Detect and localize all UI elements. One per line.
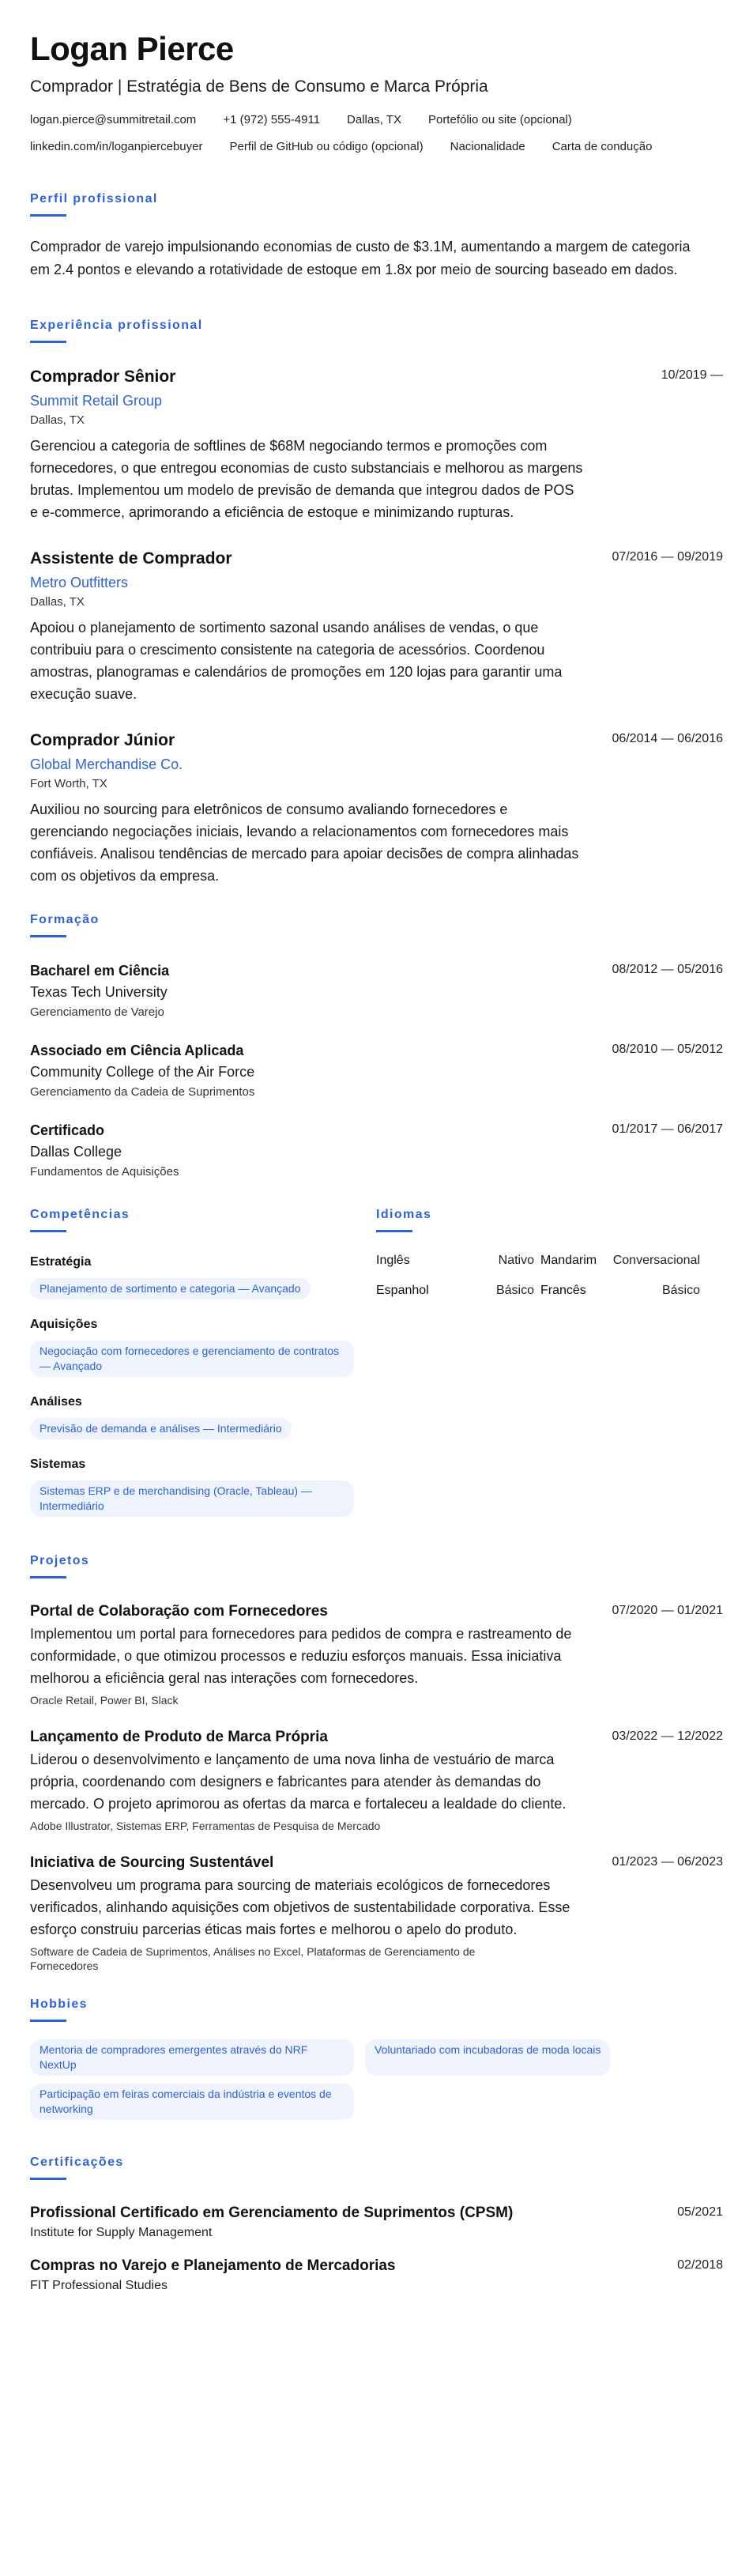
hobbies-section	[30, 1997, 723, 2120]
project-description: Liderou o desenvolvimento e lançamento de uma nova linha de vestuário de marca própria, coordenando com designers e fabricantes para atender às demandas do mercado. O projeto aprimorou as ofertas da marca e fortaleceu a lealdade do cliente.	[30, 1752, 567, 1812]
education-dates: 08/2010 — 05/2012	[612, 1043, 723, 1056]
language-name: Francês	[540, 1284, 586, 1297]
contact-portfolio[interactable]: Portefólio ou site (opcional)	[427, 113, 572, 126]
education-dates: 08/2012 — 05/2016	[612, 963, 723, 976]
language-level: Nativo	[498, 1254, 534, 1267]
hobby-tag: Voluntariado com incubadoras de moda locais	[365, 2039, 610, 2076]
section-divider	[30, 2178, 66, 2180]
section-divider	[30, 1230, 66, 1232]
section-title: Idiomas	[376, 1208, 432, 1221]
certification-date: 05/2021	[677, 2205, 723, 2219]
company-name: Summit Retail Group	[30, 393, 163, 409]
project-dates: 03/2022 — 12/2022	[612, 1729, 723, 1743]
certification-date: 02/2018	[677, 2258, 723, 2272]
project-dates: 07/2020 — 01/2021	[612, 1604, 723, 1617]
skill-category: Estratégia	[30, 1255, 92, 1269]
education-dates: 01/2017 — 06/2017	[612, 1122, 723, 1136]
degree: Certificado	[30, 1122, 105, 1138]
experience-list	[30, 367, 723, 887]
resume-header	[30, 28, 723, 155]
certification-list	[30, 2204, 723, 2294]
certification-issuer: Institute for Supply Management	[30, 2226, 213, 2239]
certification-issuer: FIT Professional Studies	[30, 2279, 168, 2292]
school-name: Dallas College	[30, 1144, 122, 1160]
project-description: Implementou um portal para fornecedores para pedidos de compra e rastreamento de conformidade, o que otimizou processos e reduziu esforços manuais. Essa iniciativa melhorou a eficiência geral nas interações com fornecedores.	[30, 1626, 572, 1686]
experience-section	[30, 318, 723, 887]
language-name: Inglês	[376, 1254, 410, 1267]
language-level: Conversacional	[612, 1254, 700, 1267]
degree: Associado em Ciência Aplicada	[30, 1043, 244, 1058]
experience-item	[30, 367, 723, 523]
section-divider	[30, 341, 66, 343]
section-divider	[30, 214, 66, 217]
section-title: Certificações	[30, 2155, 124, 2169]
contact-nationality: Nacionalidade	[450, 140, 525, 153]
hobby-list	[30, 2039, 710, 2120]
field-of-study: Gerenciamento de Varejo	[30, 1005, 164, 1019]
language-level: Básico	[661, 1284, 700, 1297]
skill-tag: Planejamento de sortimento e categoria — Avançado	[30, 1278, 311, 1299]
candidate-headline: Comprador | Estratégia de Bens de Consumo e Marca Própria	[30, 77, 488, 96]
section-title: Perfil profissional	[30, 192, 158, 206]
contact-location: Dallas, TX	[347, 113, 401, 126]
project-tools: Software de Cadeia de Suprimentos, Análises no Excel, Plataformas de Gerenciamento de Fornecedores	[30, 1945, 476, 1972]
field-of-study: Fundamentos de Aquisições	[30, 1165, 179, 1179]
skill-category: Aquisições	[30, 1318, 98, 1331]
section-divider	[30, 935, 66, 937]
field-of-study: Gerenciamento da Cadeia de Suprimentos	[30, 1085, 255, 1099]
school-name: Community College of the Air Force	[30, 1064, 255, 1080]
projects-section	[30, 1553, 723, 1973]
skill-category: Análises	[30, 1395, 82, 1409]
skill-category: Sistemas	[30, 1458, 86, 1471]
project-title: Portal de Colaboração com Fornecedores	[30, 1603, 328, 1620]
job-description: Gerenciou a categoria de softlines de $68M negociando termos e promoções com fornecedores, o que entregou economias de custo substanciais e melhorou as margens brutas. Implementou um modelo de previsão de demanda que integrou dados de POS e e-commerce, aprimorando a eficiência de estoque e minimizando rupturas.	[30, 438, 583, 520]
certification-title: Profissional Certificado em Gerenciamento de Suprimentos (CPSM)	[30, 2204, 514, 2221]
section-title: Hobbies	[30, 1997, 88, 2011]
job-location: Fort Worth, TX	[30, 777, 107, 790]
section-title: Projetos	[30, 1554, 90, 1567]
job-dates: 07/2016 — 09/2019	[612, 550, 723, 564]
hobby-tag: Mentoria de compradores emergentes através do NRF NextUp	[30, 2039, 354, 2076]
job-description: Auxiliou no sourcing para eletrônicos de consumo avaliando fornecedores e gerenciando negociações iniciais, levando a relacionamentos com fornecedores mais confiáveis. Analisou tendências de mercado para apoiar decisões de compra alinhadas com os objetivos da empresa.	[30, 801, 579, 884]
language-name: Mandarim	[540, 1254, 597, 1267]
language-list	[376, 1253, 700, 1299]
contact-driving-license: Carta de condução	[552, 140, 653, 153]
project-tools: Oracle Retail, Power BI, Slack	[30, 1694, 179, 1707]
job-dates: 06/2014 — 06/2016	[612, 732, 723, 745]
certifications-section	[30, 2155, 723, 2294]
company-name: Global Merchandise Co.	[30, 756, 183, 772]
project-title: Iniciativa de Sourcing Sustentável	[30, 1854, 274, 1871]
project-description: Desenvolveu um programa para sourcing de materiais ecológicos de fornecedores verificados, alinhando aquisições com objetivos de sustentabilidade corporativa. Esse esforço construiu parcerias éticas mais fortes e melhorou o apelo do produto.	[30, 1877, 570, 1937]
project-list	[30, 1602, 723, 1973]
skill-tag: Sistemas ERP e de merchandising (Oracle, Tableau) — Intermediário	[30, 1480, 354, 1517]
summary-text: Comprador de varejo impulsionando economias de custo de $3.1M, aumentando a margem de categoria em 2.4 pontos e elevando a rotatividade de estoque em 1.8x por meio de sourcing baseado em dados.	[30, 239, 691, 277]
contact-github[interactable]: Perfil de GitHub ou código (opcional)	[229, 140, 424, 153]
job-title: Comprador Sênior	[30, 368, 176, 386]
contact-list	[30, 112, 694, 155]
education-list	[30, 961, 723, 1180]
skills-languages-row	[30, 1207, 723, 1517]
job-title: Comprador Júnior	[30, 731, 175, 749]
job-title: Assistente de Comprador	[30, 549, 232, 568]
project-item	[30, 1728, 723, 1833]
job-dates: 10/2019 —	[661, 368, 723, 382]
degree: Bacharel em Ciência	[30, 963, 170, 979]
hobby-tag: Participação em feiras comerciais da indústria e eventos de networking	[30, 2084, 354, 2120]
section-divider	[30, 1576, 66, 1578]
job-location: Dallas, TX	[30, 413, 85, 427]
job-location: Dallas, TX	[30, 595, 85, 609]
contact-phone[interactable]: +1 (972) 555-4911	[223, 113, 321, 126]
summary-section	[30, 191, 723, 281]
contact-linkedin[interactable]: linkedin.com/in/loganpiercebuyer	[30, 140, 203, 153]
skills-section	[30, 1207, 354, 1517]
section-title: Formação	[30, 913, 100, 926]
section-divider	[30, 2020, 66, 2022]
certification-item	[30, 2204, 723, 2241]
project-dates: 01/2023 — 06/2023	[612, 1855, 723, 1869]
skill-tag: Previsão de demanda e análises — Intermediário	[30, 1418, 292, 1439]
education-section	[30, 912, 723, 1180]
school-name: Texas Tech University	[30, 984, 168, 1000]
education-item	[30, 961, 723, 1020]
education-item	[30, 1121, 723, 1180]
project-item	[30, 1854, 723, 1973]
certification-title: Compras no Varejo e Planejamento de Mercadorias	[30, 2257, 396, 2274]
section-title: Competências	[30, 1208, 130, 1221]
language-level: Básico	[495, 1284, 534, 1297]
certification-item	[30, 2257, 723, 2294]
experience-item	[30, 730, 723, 887]
language-name: Espanhol	[376, 1284, 429, 1297]
project-item	[30, 1602, 723, 1707]
project-tools: Adobe Illustrator, Sistemas ERP, Ferramentas de Pesquisa de Mercado	[30, 1820, 381, 1832]
contact-email[interactable]: logan.pierce@summitretail.com	[30, 113, 197, 126]
experience-item	[30, 549, 723, 705]
candidate-name: Logan Pierce	[30, 30, 234, 67]
section-divider	[376, 1230, 412, 1232]
company-name: Metro Outfitters	[30, 575, 129, 590]
job-description: Apoiou o planejamento de sortimento sazonal usando análises de vendas, o que contribuiu para o crescimento consistente na categoria de acessórios. Coordenou amostras, planogramas e calendários de promoções em 120 lojas para garantir uma execução suave.	[30, 620, 563, 702]
languages-section	[376, 1207, 700, 1517]
skill-tag: Negociação com fornecedores e gerenciamento de contratos — Avançado	[30, 1341, 354, 1377]
education-item	[30, 1041, 723, 1100]
section-title: Experiência profissional	[30, 319, 203, 332]
project-title: Lançamento de Produto de Marca Própria	[30, 1729, 328, 1745]
